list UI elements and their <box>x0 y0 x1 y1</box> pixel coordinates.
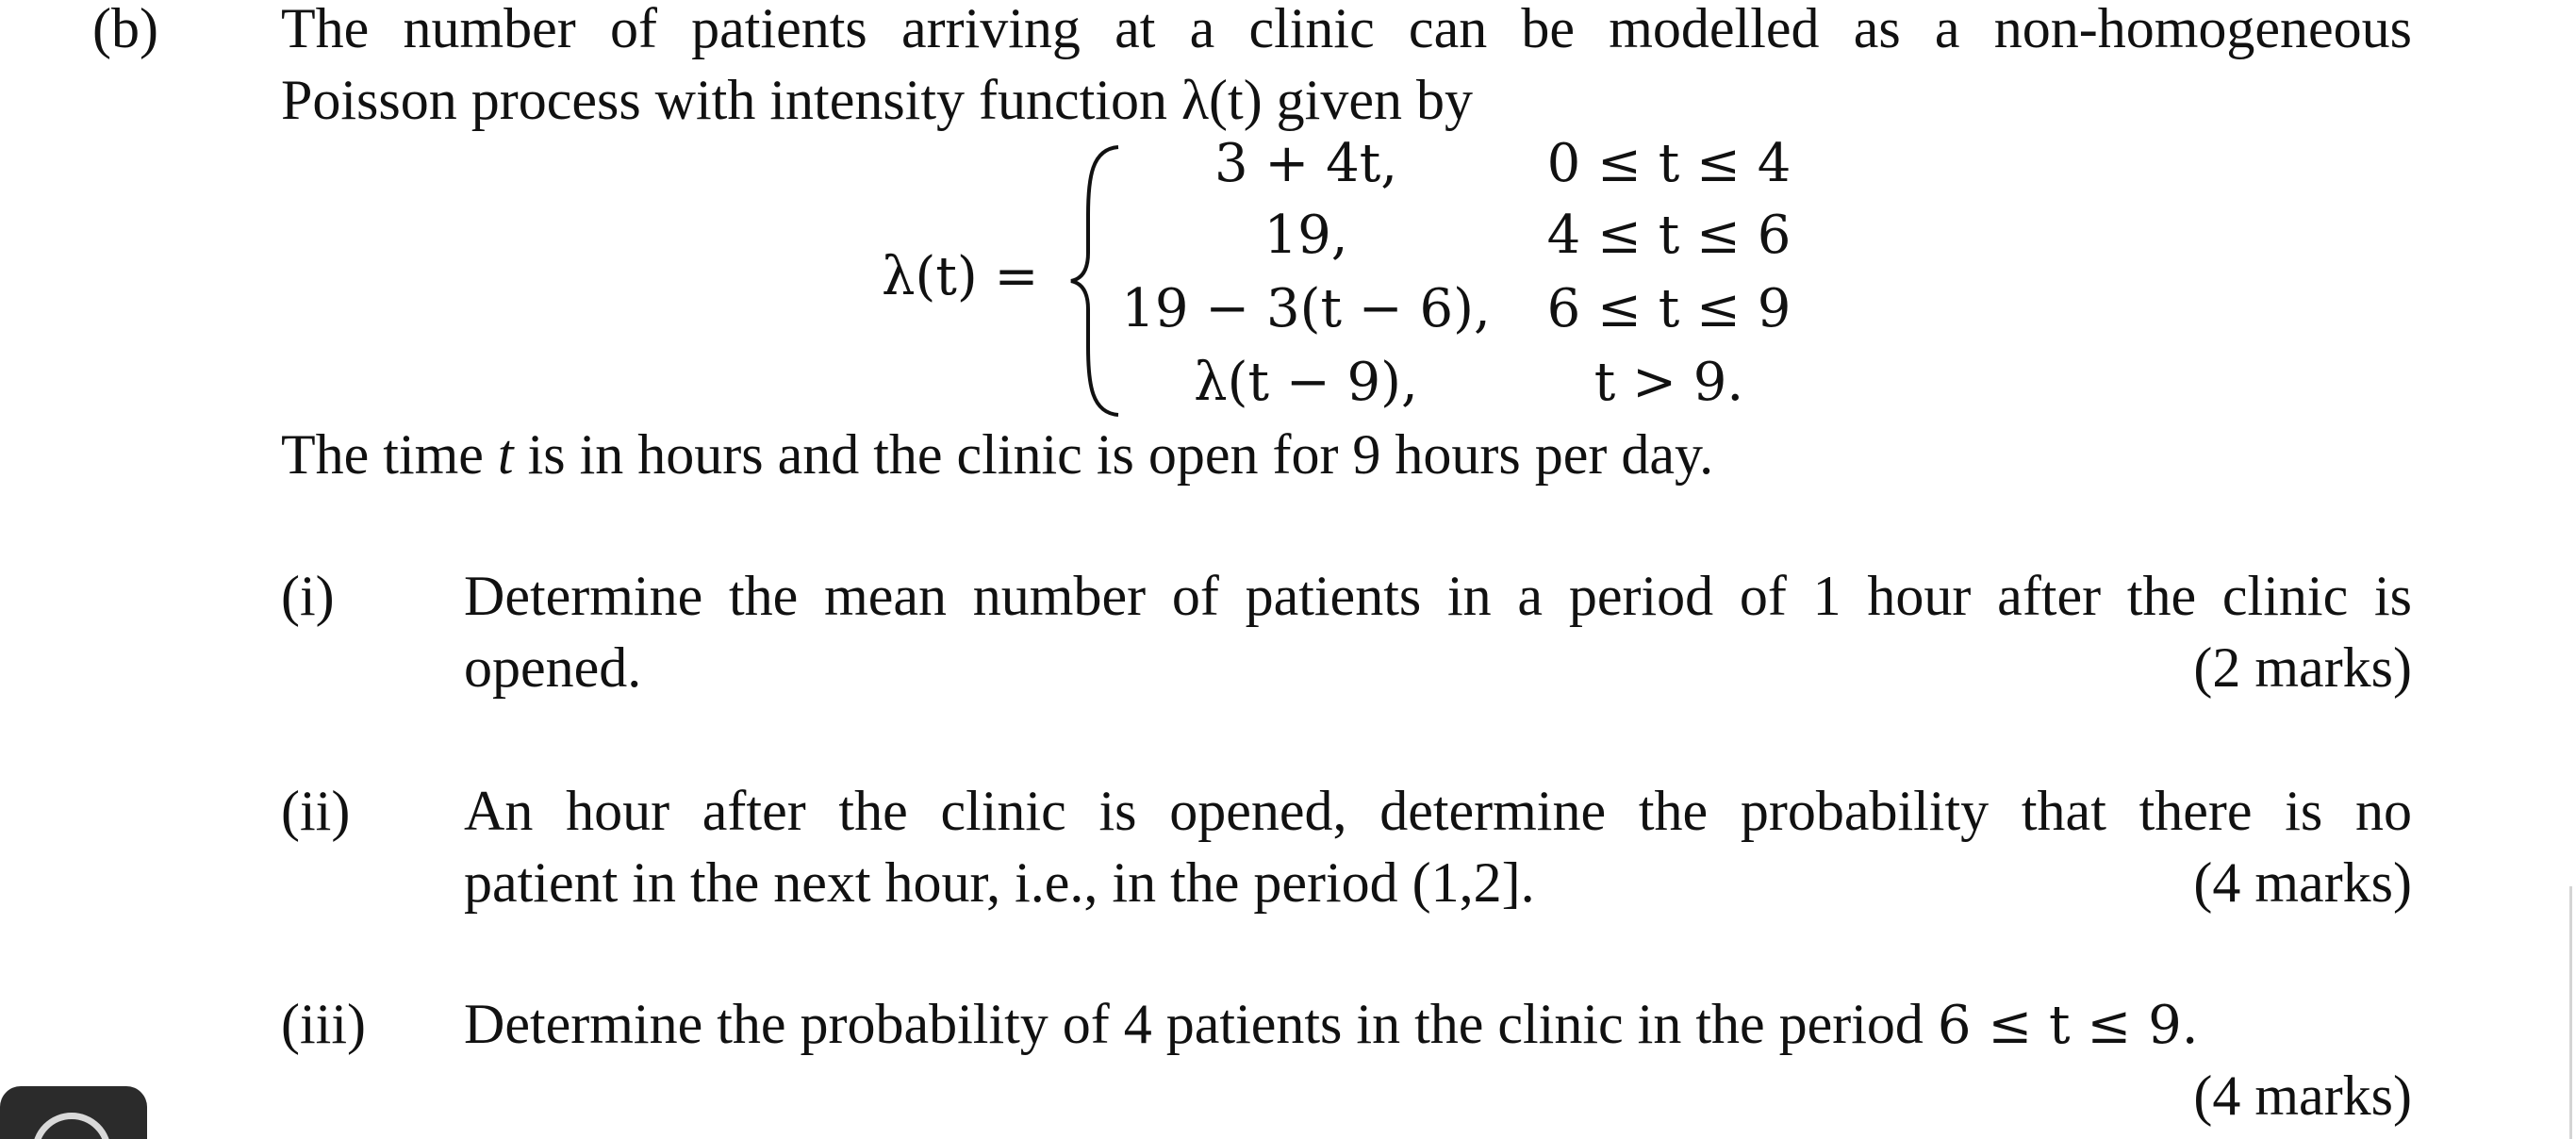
intro-line-2: Poisson process with intensity function λ(t) given by <box>281 69 1473 131</box>
case-cond-3: 6 ≤ t ≤ 9 <box>1546 278 1792 339</box>
time-note <box>281 419 1713 490</box>
case-expr-4: λ(t − 9), <box>1194 352 1418 413</box>
case-expr-2: 19, <box>1263 205 1348 266</box>
question-3-line-1 <box>464 988 2199 1062</box>
floating-tool-button[interactable] <box>0 1086 147 1139</box>
question-3-math: 6 ≤ t ≤ 9. <box>1937 995 2199 1056</box>
question-2-line-2: patient in the next hour, i.e., in the period (1,2]. <box>464 851 1535 914</box>
case-expr-3: 19 − 3(t − 6), <box>1121 278 1491 339</box>
scrollbar[interactable] <box>2569 886 2572 1139</box>
part-label: (b) <box>92 0 158 59</box>
intro-line-1: The number of patients arriving at a clinic can be modelled as a non-homogeneous <box>281 0 2412 59</box>
case-cond-2: 4 ≤ t ≤ 6 <box>1546 205 1792 266</box>
question-3-text: Determine the probability of 4 patients in the clinic in the period <box>464 993 1938 1055</box>
time-note-variable: t <box>497 423 514 486</box>
question-3-marks: (4 marks) <box>2193 1065 2412 1127</box>
function-lhs: λ(t) = <box>882 246 1039 307</box>
case-expr-1: 3 + 4t, <box>1214 133 1398 194</box>
question-1-line-2: opened. <box>464 636 642 699</box>
question-1-label: (i) <box>281 565 335 627</box>
time-note-suffix: is in hours and the clinic is open for 9 hours per day. <box>513 423 1714 486</box>
circle-icon <box>32 1113 111 1139</box>
question-2-line-1: An hour after the clinic is opened, determine the probability that there is no <box>464 780 2412 842</box>
question-3-label: (iii) <box>281 993 366 1055</box>
case-cond-1: 0 ≤ t ≤ 4 <box>1546 133 1792 194</box>
question-1-marks: (2 marks) <box>2193 636 2412 699</box>
question-1-line-1: Determine the mean number of patients in a period of 1 hour after the clinic is <box>464 565 2412 627</box>
question-2-marks: (4 marks) <box>2193 851 2412 914</box>
case-cond-4: t > 9. <box>1593 352 1744 413</box>
time-note-prefix: The time <box>281 423 498 486</box>
question-2-label: (ii) <box>281 780 351 842</box>
